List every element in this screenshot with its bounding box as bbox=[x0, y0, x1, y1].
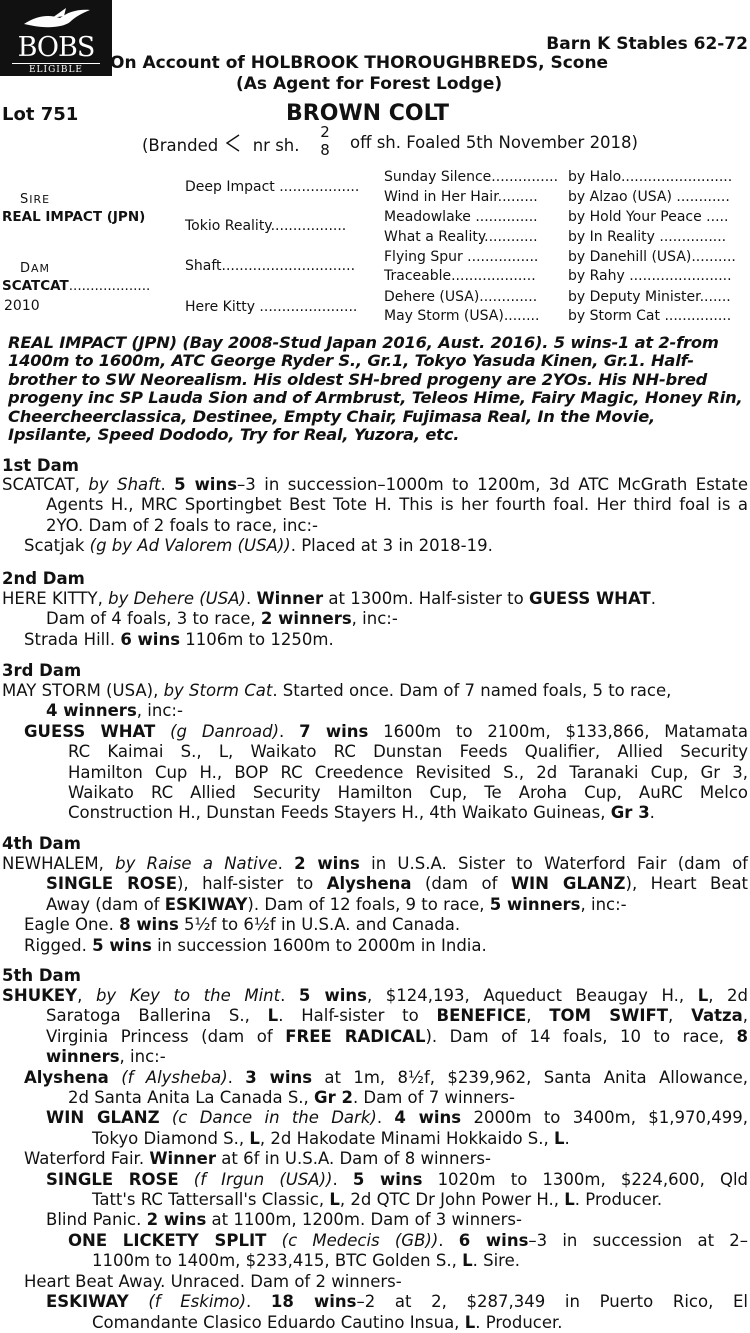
punct: . bbox=[280, 986, 286, 1005]
logo-name: BOBS bbox=[17, 32, 95, 63]
listed-badge: L bbox=[564, 1190, 575, 1210]
one-lickety-split-sire: . Sire. bbox=[472, 1251, 520, 1271]
brand-fraction-bottom: 8 bbox=[320, 141, 330, 159]
fifth-dam-text: , 2d bbox=[708, 986, 749, 1005]
brand-foaled-line bbox=[142, 133, 300, 155]
fourth-dam-wins: 2 wins bbox=[294, 854, 360, 873]
third-dam-sire: by Storm Cat bbox=[163, 681, 273, 700]
alyshena-ref: Alyshena bbox=[326, 874, 412, 894]
one-lickety-split-wins: 6 wins bbox=[458, 1230, 529, 1250]
alyshena-progeny: . Dam of 7 winners- bbox=[352, 1088, 515, 1108]
free-radical-ref: FREE RADICAL bbox=[285, 1026, 426, 1046]
logo-subtitle: ELIGIBLE bbox=[12, 63, 100, 76]
foaled-date: off sh. Foaled 5th November 2018) bbox=[350, 133, 638, 152]
one-lickety-split-line-1 bbox=[2, 1231, 748, 1251]
punct: . bbox=[279, 721, 285, 741]
waterford-fair-line bbox=[2, 1149, 748, 1169]
alyshena-grade: Gr 2 bbox=[314, 1088, 353, 1108]
grandsire: Deep Impact .................. bbox=[185, 179, 360, 195]
third-dam-line-2 bbox=[2, 701, 748, 721]
guess-what-grade: Gr 3 bbox=[610, 803, 650, 823]
punct: . bbox=[376, 1108, 383, 1128]
alyshena-line-1 bbox=[2, 1068, 748, 1088]
alyshena-wins: 3 wins bbox=[245, 1067, 313, 1087]
dam-year: 2010 bbox=[4, 298, 40, 314]
gggp-7: by Deputy Minister....... bbox=[568, 289, 731, 305]
fifth-dam-line-2 bbox=[2, 1006, 748, 1026]
dam-sire: Shaft.............................. bbox=[185, 258, 356, 274]
one-lickety-split-record: –3 in succession at 2– bbox=[528, 1230, 749, 1250]
blind-panic-name: Blind Panic. bbox=[46, 1210, 142, 1230]
punct: , bbox=[77, 986, 83, 1005]
ggp-3: Meadowlake .............. bbox=[384, 209, 538, 225]
third-dam-para bbox=[2, 681, 748, 824]
waterford-fair-name: Waterford Fair. bbox=[24, 1149, 145, 1169]
fifth-dam-winners: winners bbox=[46, 1047, 120, 1067]
win-glanz-line-1 bbox=[2, 1108, 748, 1128]
ggp-6: Traceable................... bbox=[384, 268, 536, 284]
listed-badge: L bbox=[464, 1312, 476, 1332]
guess-what-line-3: Hamilton Cup H., BOP RC Creedence Revisited S., 2d Taranaki Cup, Gr 3, bbox=[68, 762, 748, 782]
rigged-record: in succession 1600m to 2000m in India. bbox=[157, 935, 487, 955]
punct: , bbox=[668, 1006, 674, 1026]
fourth-dam-sire: by Raise a Native bbox=[115, 854, 278, 873]
eagle-one-line bbox=[2, 915, 748, 935]
scatjak-name: Scatjak bbox=[24, 536, 85, 556]
brand-diamond-icon bbox=[223, 133, 247, 153]
punct: . bbox=[277, 854, 283, 873]
horse-title: BROWN COLT bbox=[286, 101, 449, 126]
second-dam-winners: 2 winners bbox=[260, 609, 352, 629]
win-glanz-ref: WIN GLANZ bbox=[510, 874, 626, 894]
eskiway-line-2 bbox=[2, 1313, 748, 1333]
win-glanz-record: Tokyo Diamond S., bbox=[92, 1128, 245, 1148]
fifth-dam-text: ). Dam of 14 foals, 10 to race, bbox=[425, 1026, 724, 1046]
gggp-4: by In Reality ............... bbox=[568, 229, 727, 245]
listed-badge: L bbox=[462, 1251, 473, 1271]
punct: . bbox=[227, 1067, 233, 1087]
guess-what-line-5 bbox=[2, 803, 748, 823]
eagle-one-wins: 8 wins bbox=[119, 915, 179, 935]
brand-prefix: (Branded bbox=[142, 136, 219, 155]
fourth-dam-text: ), Heart Beat bbox=[625, 874, 749, 894]
strada-hill-record: 1106m to 1250m. bbox=[185, 629, 334, 649]
blind-panic-line bbox=[2, 1210, 748, 1230]
alyshena-breeding: (f Alysheba) bbox=[121, 1067, 228, 1087]
fifth-dam-line-4 bbox=[2, 1047, 748, 1067]
alyshena-record: 2d Santa Anita La Canada S., bbox=[68, 1088, 309, 1108]
heart-beat-away-line: Heart Beat Away. Unraced. Dam of 2 winners- bbox=[24, 1271, 402, 1291]
second-dam-name: HERE KITTY, bbox=[2, 589, 103, 608]
benefice-ref: BENEFICE bbox=[436, 1006, 527, 1026]
punct: . bbox=[245, 589, 252, 608]
vatza-ref: Vatza bbox=[691, 1006, 743, 1026]
guess-what-line-4: Waikato RC Allied Security Hamilton Cup, Te Aroha Cup, AuRC Melco bbox=[68, 783, 748, 803]
first-dam-sire: by Shaft bbox=[88, 475, 161, 494]
strada-hill-name: Strada Hill. bbox=[24, 629, 116, 649]
ggp-8: May Storm (USA)........ bbox=[384, 308, 540, 324]
third-dam-winners: 4 winners bbox=[46, 701, 137, 721]
single-rose-producer: . Producer. bbox=[574, 1190, 663, 1210]
fourth-dam-line-1 bbox=[2, 854, 748, 874]
listed-badge: L bbox=[267, 1006, 279, 1026]
single-rose-wins: 5 wins bbox=[352, 1169, 423, 1189]
brand-near-shoulder: nr sh. bbox=[252, 136, 300, 155]
vendor-agent: (As Agent for Forest Lodge) bbox=[236, 74, 503, 94]
eskiway-wins: 18 wins bbox=[270, 1292, 357, 1312]
fourth-dam-winners: 5 winners bbox=[489, 894, 581, 914]
ggp-5: Flying Spur ................ bbox=[384, 249, 539, 265]
fourth-dam-line-2 bbox=[2, 874, 748, 894]
fifth-dam-text: . Half-sister to bbox=[278, 1006, 419, 1026]
punct: . bbox=[650, 589, 656, 608]
second-dam-para bbox=[2, 589, 748, 650]
punct: . bbox=[160, 475, 166, 494]
scatjak-record: . Placed at 3 in 2018-19. bbox=[290, 536, 493, 556]
sire-summary: REAL IMPACT (JPN) (Bay 2008-Stud Japan 2016, Aust. 2016). 5 wins-1 at 2-from 1400m to 1600m, ATC George Ryder S., Gr.1, Tokyo Yasuda Kinen, Gr.1. Half-brother to SW Neorealism. His oldest SH-bred progeny are 2YOs. His NH-bred progeny inc SP Lauda Sion and of Armbrust, Teleos Hime, Fairy Magic, Honey Rin, Cheercheerclassica, Destinee, Empty Chair, Fujimasa Real, In the Movie, Ipsilante, Speed Dododo, Try for Real, Yuzora, etc. bbox=[8, 333, 743, 445]
ggp-2: Wind in Her Hair......... bbox=[384, 189, 538, 205]
guess-what-line-1 bbox=[2, 722, 748, 742]
brand-fraction bbox=[319, 123, 331, 159]
alyshena-name: Alyshena bbox=[24, 1067, 109, 1087]
fifth-dam-sire: by Key to the Mint bbox=[95, 986, 281, 1005]
dam-dots: ................... bbox=[68, 278, 151, 294]
single-rose-record: 1020m to 1300m, $224,600, Qld bbox=[437, 1169, 748, 1189]
lot-number: Lot 751 bbox=[2, 104, 79, 125]
guess-what-record: 1600m to 2100m, $133,866, Matamata bbox=[383, 721, 748, 741]
punct: . bbox=[246, 1292, 252, 1312]
punct: . bbox=[332, 1169, 338, 1189]
win-glanz-record: , 2d Hakodate Minami Hokkaido S., bbox=[259, 1128, 549, 1148]
scatjak-breeding: (g by Ad Valorem (USA)) bbox=[89, 536, 291, 556]
second-dam-heading: 2nd Dam bbox=[2, 569, 85, 588]
eskiway-breeding: (f Eskimo) bbox=[148, 1292, 247, 1312]
third-dam-heading: 3rd Dam bbox=[2, 661, 82, 680]
punct: , bbox=[526, 1006, 532, 1026]
sire-name: REAL IMPACT (JPN) bbox=[2, 209, 146, 225]
punct: , bbox=[742, 1006, 748, 1026]
third-dam-line-1 bbox=[2, 681, 748, 701]
punct: . bbox=[438, 1230, 444, 1250]
win-glanz-breeding: (c Dance in the Dark) bbox=[171, 1108, 377, 1128]
fourth-dam-inc: , inc:- bbox=[580, 894, 627, 914]
gggp-8: by Storm Cat ............... bbox=[568, 308, 732, 324]
strada-hill-wins: 6 wins bbox=[120, 629, 181, 649]
blind-panic-wins: 2 wins bbox=[146, 1210, 207, 1230]
fourth-dam-text: Away (dam of bbox=[46, 894, 160, 914]
punct: . bbox=[649, 803, 655, 823]
second-dam-foals: Dam of 4 foals, 3 to race, bbox=[46, 609, 256, 629]
tom-swift-ref: TOM SWIFT bbox=[549, 1006, 669, 1026]
single-rose-name: SINGLE ROSE bbox=[46, 1169, 179, 1189]
listed-badge: L bbox=[697, 986, 709, 1005]
second-dam-text: at 1300m. Half-sister to bbox=[328, 589, 524, 608]
barn-location: Barn K Stables 62-72 bbox=[546, 34, 748, 54]
win-glanz-name: WIN GLANZ bbox=[46, 1108, 160, 1128]
single-rose-line-2 bbox=[2, 1190, 748, 1210]
ggp-4: What a Reality............ bbox=[384, 229, 538, 245]
fifth-dam-name: SHUKEY bbox=[2, 986, 78, 1005]
first-dam-heading: 1st Dam bbox=[2, 456, 79, 475]
fourth-dam-para bbox=[2, 854, 748, 956]
fifth-dam-heading: 5th Dam bbox=[2, 966, 81, 985]
first-dam-progeny-1 bbox=[2, 536, 748, 556]
eskiway-producer: . Producer. bbox=[475, 1312, 563, 1332]
gggp-6: by Rahy ....................... bbox=[568, 268, 732, 284]
dam-name: SCATCAT bbox=[2, 278, 69, 294]
first-dam-name: SCATCAT, bbox=[2, 475, 80, 494]
gggp-2: by Alzao (USA) ............ bbox=[568, 189, 730, 205]
fifth-dam-inc: , inc:- bbox=[119, 1047, 166, 1067]
guess-what-name: GUESS WHAT bbox=[24, 721, 156, 741]
punct: . bbox=[564, 1128, 570, 1148]
bird-emblem-icon bbox=[22, 6, 92, 32]
ggp-1: Sunday Silence............... bbox=[384, 169, 559, 185]
eskiway-name: ESKIWAY bbox=[46, 1292, 129, 1312]
one-lickety-split-line-2 bbox=[2, 1251, 748, 1271]
strada-hill-line bbox=[2, 630, 748, 650]
eskiway-record: Comandante Clasico Eduardo Cautino Insua, bbox=[92, 1312, 460, 1332]
listed-badge: L bbox=[554, 1128, 565, 1148]
listed-badge: L bbox=[329, 1190, 340, 1210]
fifth-dam-para bbox=[2, 986, 748, 1333]
win-glanz-record: 2000m to 3400m, $1,970,499, bbox=[473, 1108, 749, 1128]
fourth-dam-text: in U.S.A. Sister to Waterford Fair (dam of bbox=[371, 854, 748, 873]
rigged-name: Rigged. bbox=[24, 935, 87, 955]
single-rose-record: , 2d QTC Dr John Power H., bbox=[339, 1190, 560, 1210]
first-dam-text bbox=[2, 475, 748, 536]
fourth-dam-text: (dam of bbox=[424, 874, 498, 894]
eskiway-line-1 bbox=[2, 1292, 748, 1312]
single-rose-line-1 bbox=[2, 1170, 748, 1190]
one-lickety-split-name: ONE LICKETY SPLIT bbox=[68, 1230, 267, 1250]
dam-label-rest: AM bbox=[31, 262, 51, 275]
second-dam-halfsib: GUESS WHAT bbox=[528, 589, 651, 608]
gggp-1: by Halo......................... bbox=[568, 169, 733, 185]
second-dam-line-1 bbox=[2, 589, 748, 609]
ggp-7: Dehere (USA)............. bbox=[384, 289, 538, 305]
vendor-account: On Account of HOLBROOK THOROUGHBREDS, Scone bbox=[110, 53, 609, 73]
first-dam-para bbox=[2, 475, 748, 557]
eagle-one-record: 5½f to 6½f in U.S.A. and Canada. bbox=[184, 915, 461, 935]
bobs-eligible-logo bbox=[0, 0, 112, 76]
gggp-3: by Hold Your Peace ..... bbox=[568, 209, 729, 225]
fifth-dam-text: , $124,193, Aqueduct Beaugay H., bbox=[366, 986, 685, 1005]
dam-name-line bbox=[2, 278, 150, 294]
fifth-dam-winner-count: 8 bbox=[736, 1026, 748, 1046]
fifth-dam-line-1 bbox=[2, 986, 748, 1006]
third-dam-name: MAY STORM (USA), bbox=[2, 681, 159, 700]
waterford-fair-record: at 6f in U.S.A. Dam of 8 winners- bbox=[221, 1149, 491, 1169]
rigged-wins: 5 wins bbox=[92, 935, 152, 955]
first-dam-record: –3 in succession–1000m to 1200m, 3d ATC McGrath Estate Agents H., MRC Sportingbet Best Tote H. This is her fourth foal. Her third foal is a 2YO. Dam of 2 foals to race, inc:- bbox=[46, 475, 749, 535]
alyshena-line-2 bbox=[2, 1088, 748, 1108]
listed-badge: L bbox=[249, 1128, 260, 1148]
second-dam-line-2 bbox=[2, 609, 748, 629]
guess-what-line-2: RC Kaimai S., L, Waikato RC Dunstan Feeds Qualifier, Allied Security bbox=[68, 742, 748, 762]
eskiway-record: –2 at 2, $287,349 in Puerto Rico, El bbox=[356, 1292, 748, 1312]
brand-fraction-top: 2 bbox=[320, 123, 330, 141]
win-glanz-line-2 bbox=[2, 1129, 748, 1149]
guess-what-breeding: (g Danroad) bbox=[170, 721, 280, 741]
fourth-dam-heading: 4th Dam bbox=[2, 834, 81, 853]
fifth-dam-text: Virginia Princess (dam of bbox=[46, 1026, 273, 1046]
guess-what-races: Construction H., Dunstan Feeds Stayers H., 4th Waikato Guineas, bbox=[68, 803, 606, 823]
fourth-dam-text: ). Dam of 12 foals, 9 to race, bbox=[247, 894, 485, 914]
single-rose-ref: SINGLE ROSE bbox=[46, 874, 177, 894]
fifth-dam-line-3 bbox=[2, 1027, 748, 1047]
fourth-dam-name: NEWHALEM, bbox=[2, 854, 104, 873]
win-glanz-wins: 4 wins bbox=[394, 1108, 462, 1128]
second-dam-winner: Winner bbox=[256, 589, 324, 608]
dam-label: DAM bbox=[20, 261, 51, 276]
sire-label: SIRE bbox=[20, 192, 51, 207]
granddam-sire-side: Tokio Reality................. bbox=[185, 218, 347, 234]
rigged-line bbox=[2, 936, 748, 956]
fifth-dam-text: Saratoga Ballerina S., bbox=[46, 1006, 250, 1026]
one-lickety-split-record: 1100m to 1400m, $233,415, BTC Golden S., bbox=[92, 1251, 457, 1271]
one-lickety-split-breeding: (c Medecis (GB)) bbox=[281, 1230, 439, 1250]
second-dam-sire: by Dehere (USA) bbox=[108, 589, 246, 608]
fifth-dam-wins: 5 wins bbox=[298, 986, 367, 1005]
single-rose-record: Tatt's RC Tattersall's Classic, bbox=[92, 1190, 325, 1210]
sire-label-rest: IRE bbox=[29, 193, 51, 206]
fourth-dam-line-3 bbox=[2, 895, 748, 915]
fourth-dam-text: ), half-sister to bbox=[176, 874, 314, 894]
alyshena-record: at 1m, 8½f, $239,962, Santa Anita Allowance, bbox=[324, 1067, 749, 1087]
eagle-one-name: Eagle One. bbox=[24, 915, 114, 935]
dam-dam: Here Kitty ...................... bbox=[185, 299, 358, 315]
blind-panic-record: at 1100m, 1200m. Dam of 3 winners- bbox=[211, 1210, 522, 1230]
gggp-5: by Danehill (USA).......... bbox=[568, 249, 736, 265]
waterford-fair-winner: Winner bbox=[149, 1149, 217, 1169]
third-dam-inc: , inc:- bbox=[136, 701, 183, 721]
second-dam-inc: , inc:- bbox=[351, 609, 398, 629]
guess-what-wins: 7 wins bbox=[299, 721, 369, 741]
first-dam-wins: 5 wins bbox=[174, 475, 238, 494]
eskiway-ref: ESKIWAY bbox=[164, 894, 248, 914]
third-dam-record: . Started once. Dam of 7 named foals, 5 to race, bbox=[272, 681, 672, 700]
single-rose-breeding: (f Irgun (USA)) bbox=[193, 1169, 333, 1189]
